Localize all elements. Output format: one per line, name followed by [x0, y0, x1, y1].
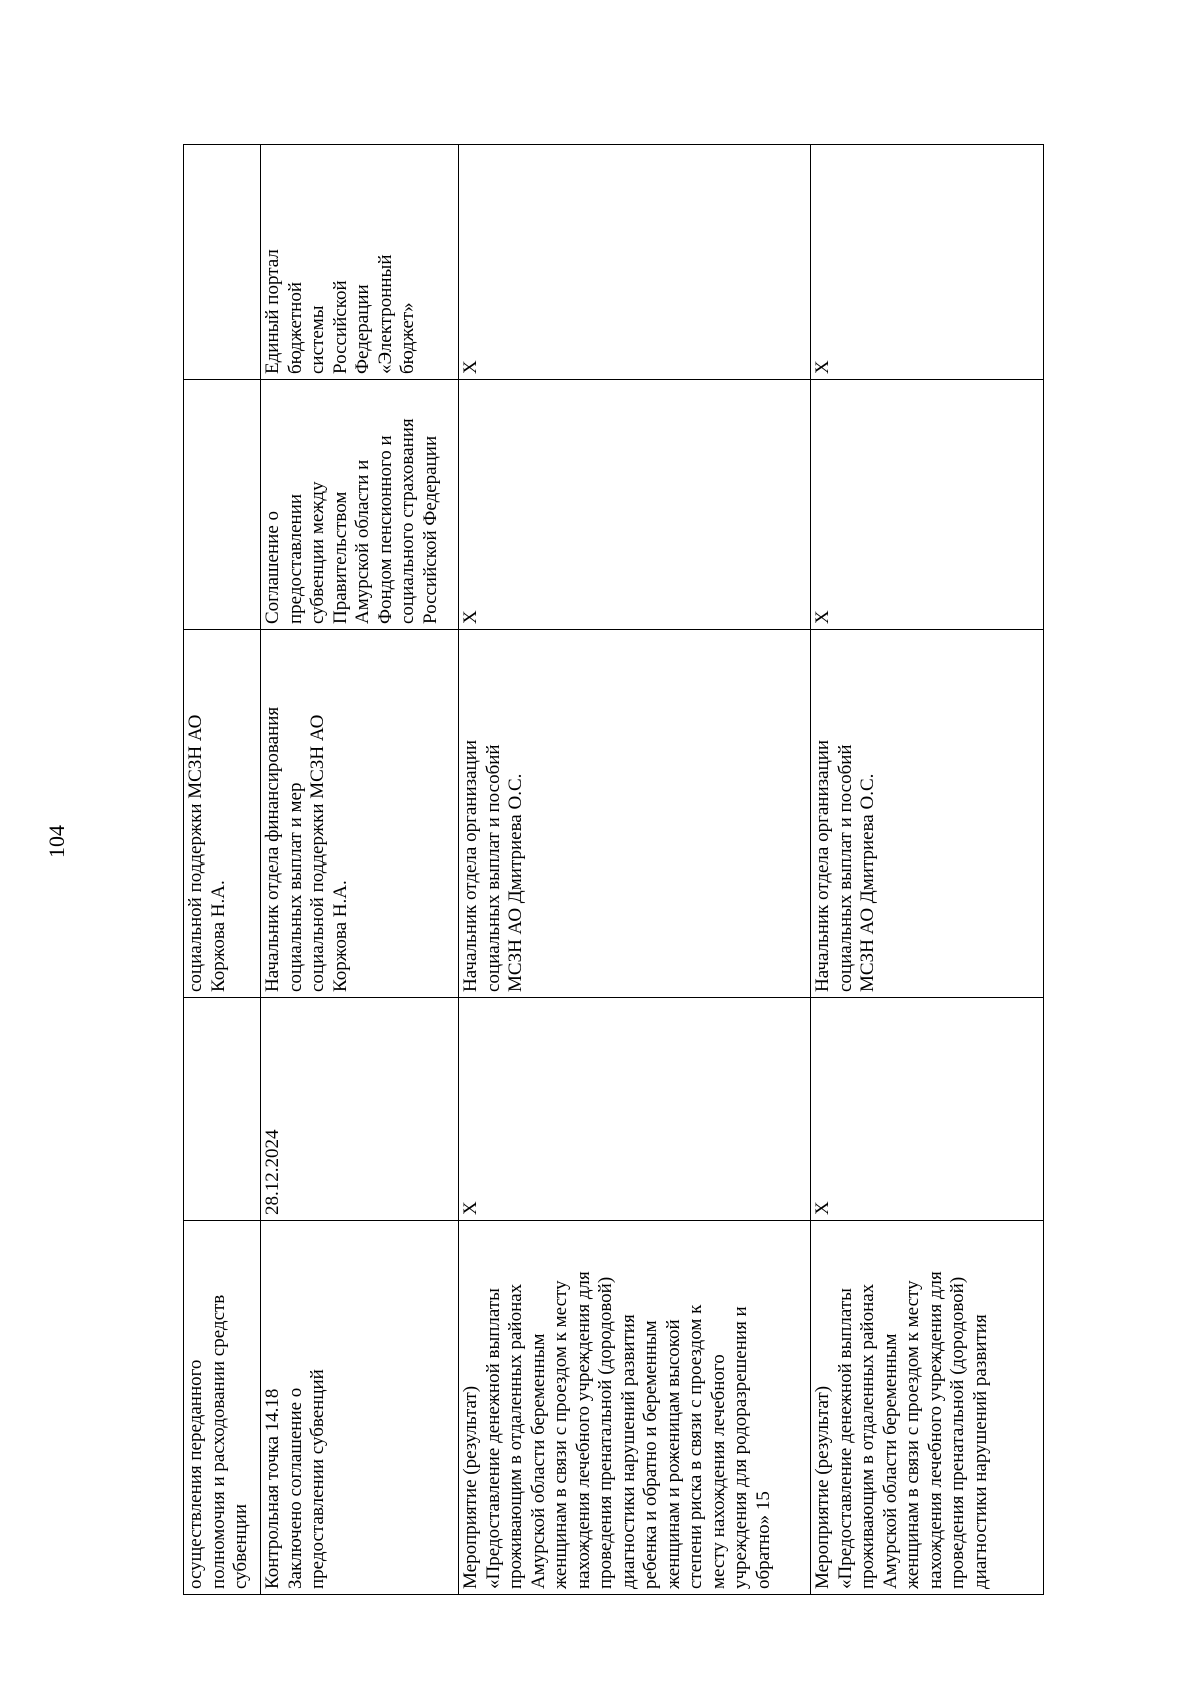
table-cell: Начальник отдела организации социальных выплат и пособий МСЗН АО Дмитриева О.С. — [811, 630, 1044, 998]
table-row — [261, 145, 459, 1595]
table-cell — [184, 380, 261, 630]
table-cell: Единый портал бюджетной системы Российской Федерации «Электронный бюджет» — [261, 145, 459, 380]
rotated-table-container — [183, 145, 1043, 1595]
table-cell: Мероприятие (результат) «Предоставление денежной выплаты проживающим в отдаленных районах Амурской области беременным женщинам в связи с проездом к месту нахождения лечебного учреждения для проведения пренатальной (дородовой) диагностики нарушений развития — [811, 1221, 1044, 1595]
table-row — [459, 145, 811, 1595]
table-cell: Мероприятие (результат) «Предоставление денежной выплаты проживающим в отдаленных районах Амурской области беременным женщинам в связи с проездом к месту нахождения лечебного учреждения для проведения пренатальной (дородовой) диагностики нарушений развития ребенка и обратно и беременным женщинам и роженицам высокой степени риска в связи с проездом к месту нахождения лечебного учреждения для родоразрешения и обратно» 15 — [459, 1221, 811, 1595]
table-cell: социальной поддержки МСЗН АО Коржова Н.А. — [184, 630, 261, 998]
table-cell — [184, 998, 261, 1221]
table-cell: Начальник отдела организации социальных выплат и пособий МСЗН АО Дмитриева О.С. — [459, 630, 811, 998]
table-cell: осуществления переданного полномочия и расходовании средств субвенции — [184, 1221, 261, 1595]
table-cell: X — [459, 380, 811, 630]
table-cell: X — [459, 998, 811, 1221]
table-row — [184, 145, 261, 1595]
table-cell: 28.12.2024 — [261, 998, 459, 1221]
table-row — [811, 145, 1044, 1595]
table-cell: X — [459, 145, 811, 380]
table-cell: X — [811, 380, 1044, 630]
table-cell — [184, 145, 261, 380]
table-cell: X — [811, 145, 1044, 380]
page-number: 104 — [44, 825, 69, 858]
table-cell: Начальник отдела финансирования социальных выплат и мер социальной поддержки МСЗН АО Коржова Н.А. — [261, 630, 459, 998]
table-cell: Контрольная точка 14.18 Заключено соглашение о предоставлении субвенций — [261, 1221, 459, 1595]
table-cell: Соглашение о предоставлении субвенции между Правительством Амурской области и Фондом пенсионного и социального страхования Российской Федерации — [261, 380, 459, 630]
plan-table — [183, 144, 1044, 1595]
table-cell: X — [811, 998, 1044, 1221]
